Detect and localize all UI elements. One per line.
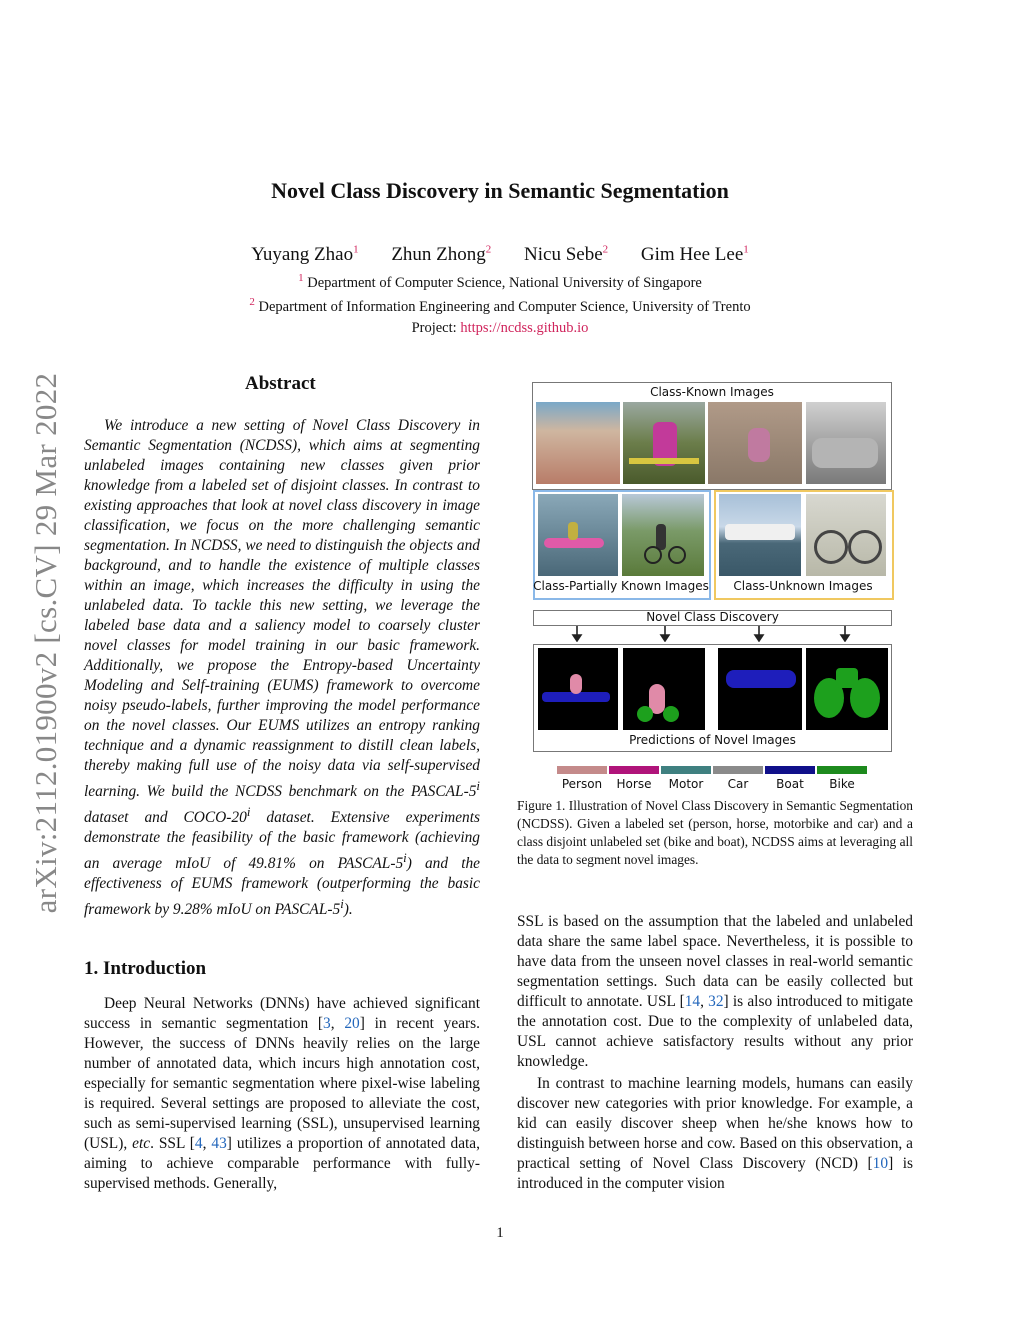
citation-link[interactable]: 20	[344, 1015, 360, 1032]
figure-caption: Figure 1. Illustration of Novel Class Discovery in Semantic Segmentation (NCDSS). Given a labeled set (person, horse, motorbike and car) and a class disjoint unlabeled set (bike and boat), NCDSS aims at leveraging all the data to segment novel images.	[517, 798, 913, 867]
citation-link[interactable]: 43	[211, 1135, 227, 1152]
intro-heading: 1. Introduction	[84, 958, 207, 979]
abstract-text: We introduce a new setting of Novel Class Discovery in Semantic Segmentation (NCDSS), which aims at segmenting unlabeled images containing new classes given prior knowledge from a labeled set of disjoint classes. In contrast to existing approaches that look at novel class discovery in image classification, we focus on the more challenging semantic segmentation. In NCDSS, we need to distinguish the objects and background, and to handle the existence of multiple classes within an image, which increases the difficulty in using the unlabeled data. To tackle this new setting, we leverage the labeled base data and a saliency model to coarsely cluster novel classes for model training in our basic framework. Additionally, we propose the Entropy-based Uncertainty Modeling and Self-training (EUMS) framework to overcome noisy pseudo-labels, further improving the model performance on the novel classes. Our EUMS utilizes an entropy ranking technique and a dynamic reassignment to distill clean labels, thereby making full use of the noisy data via self-supervised learning. We build the NCDSS benchmark on the PASCAL-5$^i$ dataset and COCO-20$^i$ dataset. Extensive experiments demonstrate the feasibility of the basic framework (achieving an average mIoU of 49.81% on PASCAL-5$^i$) and the effectiveness of EUMS framework (outperforming the basic framework by 9.28% mIoU on PASCAL-5$^i$).	[84, 417, 481, 919]
page-number: 1	[496, 1225, 504, 1241]
col2-paragraph-1: SSL is based on the assumption that the labeled and unlabeled data share the same label space. Nevertheless, it is possible to have data from the unseen novel classes in real-world semantic segmentation settings. Such data can be easily collected but difficult to annotate. USL [14, 32] is also introduced to mitigate the annotation cost. Due to the complexity of unlabeled data, USL cannot achieve satisfactory results without any prior knowledge.	[517, 913, 913, 1070]
legend-label: Motor	[668, 777, 704, 791]
legend-swatch	[609, 766, 659, 774]
legend-swatch	[713, 766, 763, 774]
image-boat	[719, 494, 801, 576]
class-known-label: Class-Known Images	[650, 385, 774, 399]
class-unknown-label: Class-Unknown Images	[733, 579, 873, 593]
image-bike-person	[622, 494, 704, 576]
legend-label: Horse	[616, 777, 652, 791]
legend-label: Car	[727, 777, 749, 791]
prediction-3	[718, 648, 802, 730]
legend-swatch	[817, 766, 867, 774]
project-link[interactable]: https://ncdss.github.io	[460, 320, 589, 336]
prediction-1	[538, 648, 618, 730]
image-bike	[806, 494, 886, 576]
prediction-2	[623, 648, 705, 730]
legend-swatch	[765, 766, 815, 774]
legend-swatch	[661, 766, 711, 774]
affiliation-2: $^2$ Department of Information Engineering and Computer Science, University of Trento	[249, 296, 751, 315]
arrows	[533, 626, 893, 642]
arxiv-stamp: arXiv:2112.01900v2 [cs.CV] 29 Mar 2022	[28, 372, 63, 913]
citation-link[interactable]: 32	[708, 993, 724, 1010]
project-line: Project: https://ncdss.github.io	[411, 320, 589, 336]
legend-label: Bike	[829, 777, 855, 791]
author-list	[0, 244, 1000, 266]
image-car	[806, 402, 886, 484]
affiliation-1: $^1$ Department of Computer Science, National University of Singapore	[298, 272, 702, 291]
author: Nicu Sebe$^2$	[524, 244, 609, 266]
image-boat-person	[538, 494, 618, 576]
citation-link[interactable]: 10	[872, 1155, 889, 1172]
col2-paragraph-2: In contrast to machine learning models, humans can easily discover new categories with prior knowledge. For example, a kid can easily discover sheep when he/she knows how to distinguish between horse and cow. Based on this observation, a practical setting of Novel Class Discovery (NCD) [10] is introduced in the computer vision	[517, 1075, 913, 1192]
legend-label: Person	[561, 777, 603, 791]
image-person	[536, 402, 620, 484]
author: Yuyang Zhao$^1$	[251, 244, 359, 266]
citation-link[interactable]: 3	[323, 1015, 331, 1032]
author: Gim Hee Lee$^1$	[640, 244, 749, 266]
legend-label: Boat	[776, 777, 804, 791]
author: Zhun Zhong$^2$	[391, 244, 492, 266]
image-horse	[623, 402, 705, 484]
ncd-label: Novel Class Discovery	[646, 610, 779, 624]
citation-link[interactable]: 4	[194, 1135, 203, 1152]
abstract-heading: Abstract	[245, 373, 316, 394]
legend-swatch	[557, 766, 607, 774]
paper-title: Novel Class Discovery in Semantic Segmentation	[271, 178, 729, 203]
image-motor	[708, 402, 802, 484]
prediction-4	[806, 648, 888, 730]
citation-link[interactable]: 14	[684, 993, 701, 1010]
intro-paragraph: Deep Neural Networks (DNNs) have achieved significant success in semantic segmentation [3, 20] in recent years. However, the success of DNNs heavily relies on the large number of annotated data, which incurs high annotation cost, especially for semantic segmentation where pixel-wise labeling is required. Several settings are proposed to alleviate the cost, such as semi-supervised learning (SSL), unsupervised learning (USL), etc. SSL [4, 43] utilizes a proportion of annotated data, aiming to achieve comparable performance with fully-supervised methods. Generally,	[84, 995, 480, 1192]
partially-known-label: Class-Partially Known Images	[533, 579, 709, 593]
predictions-label: Predictions of Novel Images	[629, 733, 796, 747]
